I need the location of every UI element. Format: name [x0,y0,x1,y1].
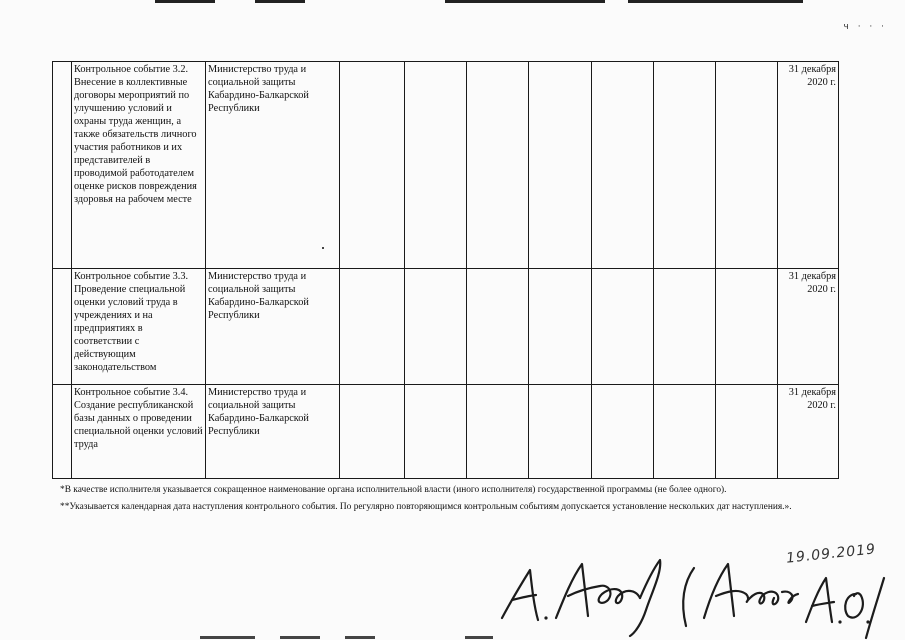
empty-cell [716,269,778,385]
empty-cell [592,62,654,269]
empty-cell [340,62,405,269]
empty-cell [529,269,592,385]
empty-cell [592,269,654,385]
executor-cell: Министерство труда и социальной защиты Кабардино-Балкарской Республики [206,269,340,385]
empty-cell [654,269,716,385]
empty-cell [529,385,592,479]
deadline-cell [778,385,839,479]
empty-cell [405,62,467,269]
empty-cell [340,269,405,385]
executor-cell: Министерство труда и социальной защиты Кабардино-Балкарской Республики [206,62,340,269]
empty-cell [405,269,467,385]
scan-artifact-top [0,0,905,8]
table-row [53,62,839,269]
event-cell: Контрольное событие 3.3. Проведение специальной оценки условий труда в учреждениях и на предприятиях в соответствии с действующим законодательством [72,269,206,385]
corner-marks: ч · · · [843,22,887,32]
empty-cell [529,62,592,269]
empty-cell [340,385,405,479]
empty-cell [53,62,72,269]
deadline-cell [778,62,839,269]
scan-speck [322,247,324,249]
empty-cell [467,385,529,479]
event-cell: Контрольное событие 3.4. Создание республиканской базы данных о проведении специальной оценки условий труда [72,385,206,479]
empty-cell [592,385,654,479]
empty-cell [654,385,716,479]
empty-cell [654,62,716,269]
empty-cell [716,385,778,479]
empty-cell [53,269,72,385]
deadline-text: 31 декабря 2020 г. [788,64,836,88]
table-row [53,385,839,479]
deadline-text: 31 декабря 2020 г. [788,387,836,411]
signature-date: 19.09.2019 [785,541,877,567]
empty-cell [716,62,778,269]
event-cell: Контрольное событие 3.2. Внесение в коллективные договоры мероприятий по улучшению условий и охраны труда женщин, а также обязательств личного участия работников и их представителей в проводимой работодателем оценке рисков повреждения здоровья на рабочем месте [72,62,206,269]
empty-cell [467,269,529,385]
footnotes [60,484,820,514]
empty-cell [467,62,529,269]
footnote-executor: *В качестве исполнителя указывается сокращенное наименование органа исполнительной власти (иного исполнителя) государственной программы (не более одного). [60,485,727,495]
control-events-table [52,61,839,479]
handwritten-signature [490,548,890,640]
empty-cell [53,385,72,479]
empty-cell [405,385,467,479]
executor-cell: Министерство труда и социальной защиты Кабардино-Балкарской Республики [206,385,340,479]
deadline-text: 31 декабря 2020 г. [788,271,836,295]
deadline-cell [778,269,839,385]
table-row [53,269,839,385]
footnote-date: **Указывается календарная дата наступления контрольного события. По регулярно повторяющимся контрольным событиям допускается установление нескольких дат наступления.». [60,502,792,512]
